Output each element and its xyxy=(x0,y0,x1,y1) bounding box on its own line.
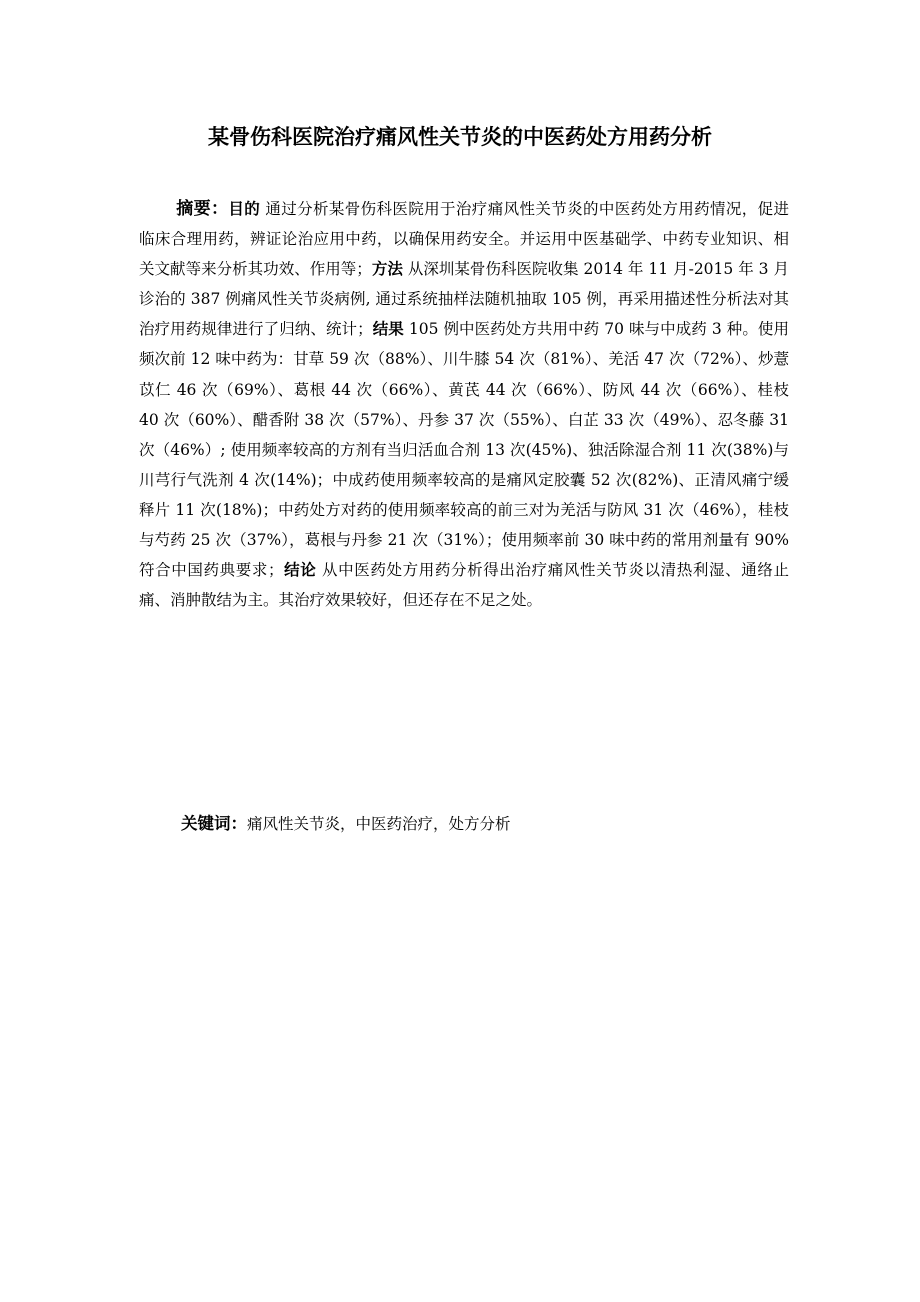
keywords-label: 关键词： xyxy=(181,814,247,833)
purpose-label: 目的 xyxy=(228,200,261,218)
paper-title: 某骨伤科医院治疗痛风性关节炎的中医药处方用药分析 xyxy=(208,125,712,149)
abstract-paragraph xyxy=(139,194,789,615)
method-text: 从深圳某骨伤科医院收集 2014 年 11 月-2015 年 3 月诊治的 387 例痛风性关节炎病例, 通过系统抽样法随机抽取 105 例，再采用描述性分析法对其治疗用药规律进行了归纳、统计； xyxy=(139,260,789,339)
keywords-text: 痛风性关节炎，中医药治疗，处方分析 xyxy=(247,815,511,833)
conclusion-text: 从中医药处方用药分析得出治疗痛风性关节炎以清热利湿、通络止痛、消肿散结为主。其治疗效果较好，但还存在不足之处。 xyxy=(139,561,789,610)
purpose-text: 通过分析某骨伤科医院用于治疗痛风性关节炎的中医药处方用药情况，促进临床合理用药，辨证论治应用中药，以确保用药安全。并运用中医基础学、中药专业知识、相关文献等来分析其功效、作用等； xyxy=(139,200,789,279)
abstract-heading: 摘要： xyxy=(176,199,229,219)
result-label: 结果 xyxy=(372,320,404,339)
result-text: 105 例中医药处方共用中药 70 味与中成药 3 种。使用频次前 12 味中药为：甘草 59 次（88%）、川牛膝 54 次（81%）、羌活 47 次（72%）、炒薏苡仁 46 次（69%）、葛根 44 次（66%）、黄芪 44 次（66%）、防风 44 次（66%）、桂枝 40 次（60%）、醋香附 38 次（57%）、丹参 37 次（55%）、白芷 33 次（49%）、忍冬藤 31 次（46%）; 使用频率较高的方剂有当归活血合剂 13 次(45%)、独活除湿合剂 11 次(38%)与川芎行气洗剂 4 次(14%)；中成药使用频率较高的是痛风定胶囊 52 次(82%)、正清风痛宁缓释片 11 次(18%)；中药处方对药的使用频率较高的前三对为羌活与防风 31 次（46%），桂枝与芍药 25 次（37%），葛根与丹参 21 次（31%）；使用频率前 30 味中药的常用剂量有 90%符合中国药典要求； xyxy=(139,320,789,580)
conclusion-label: 结论 xyxy=(283,561,317,580)
keywords-line xyxy=(181,809,791,839)
method-label: 方法 xyxy=(371,260,403,279)
